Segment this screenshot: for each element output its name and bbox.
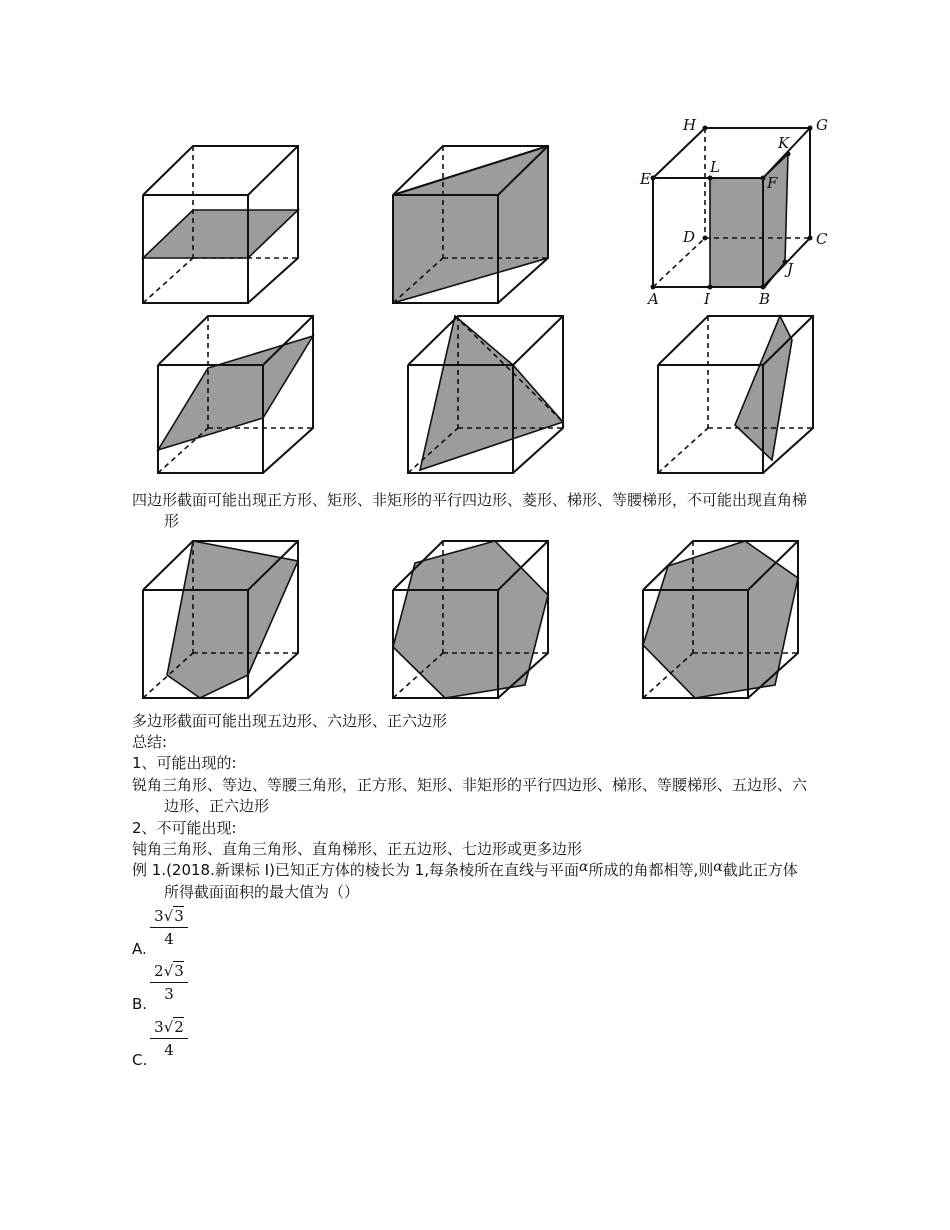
cube-figure-horizontal-square: [135, 140, 310, 310]
cube-figure-rhombus: [400, 310, 575, 480]
example-question-part1: 例 1.(2018.新课标 I)已知正方体的棱长为 1,每条棱所在直线与平面: [132, 861, 579, 879]
example-question-part2: 所成的角都相等,则: [588, 861, 714, 879]
cube-figure-thin-quadrilateral: [650, 310, 825, 480]
vertex-label-c: C: [816, 230, 828, 248]
vertex-label-e: E: [640, 170, 651, 188]
vertex-label-g: G: [816, 116, 828, 134]
vertex-label-j: J: [787, 260, 794, 278]
cube-figure-labeled-trapezoid: [635, 110, 835, 310]
vertex-label-a: A: [648, 290, 659, 308]
vertex-label-d: D: [683, 228, 696, 246]
vertex-label-i: I: [704, 290, 710, 308]
option-a-label[interactable]: A.: [132, 940, 147, 958]
alpha-symbol: α: [713, 859, 723, 875]
cube-figure-diagonal-rectangle: [385, 140, 560, 310]
option-b-fraction: $\frac{2√3}{3}$: [150, 962, 188, 1003]
impossible-list: 钝角三角形、直角三角形、直角梯形、正五边形、七边形或更多边形: [132, 840, 583, 858]
alpha-symbol: α: [579, 859, 589, 875]
cube-figure-hexagon: [385, 535, 560, 705]
option-b-label[interactable]: B.: [132, 995, 148, 1013]
cube-figure-parallelogram: [150, 310, 325, 480]
possible-heading: 1、可能出现的:: [132, 754, 237, 772]
example-question-part3: 截此正方体所得截面面积的最大值为（）: [164, 861, 798, 901]
summary-heading: 总结:: [132, 733, 168, 751]
vertex-label-b: B: [759, 290, 771, 308]
possible-list: 锐角三角形、等边、等腰三角形，正方形、矩形、非矩形的平行四边形、梯形、等腰梯形、五边形、六边形、正六边形: [132, 776, 808, 815]
vertex-label-k: K: [778, 134, 790, 152]
cube-figure-regular-hexagon: [635, 535, 810, 705]
cube-figure-pentagon: [135, 535, 310, 705]
vertex-label-f: F: [767, 174, 778, 192]
option-c-label[interactable]: C.: [132, 1051, 148, 1069]
polygon-section-summary: 多边形截面可能出现五边形、六边形、正六边形: [132, 712, 448, 730]
impossible-heading: 2、不可能出现:: [132, 819, 237, 837]
option-c-fraction: $\frac{3√2}{4}$: [150, 1018, 188, 1059]
example-question: [132, 860, 812, 903]
quadrilateral-section-summary: 四边形截面可能出现正方形、矩形、非矩形的平行四边形、菱形、梯形、等腰梯形，不可能出现直角梯形: [132, 491, 808, 530]
option-a-fraction: $\frac{3√3}{4}$: [150, 907, 188, 948]
vertex-label-h: H: [683, 116, 697, 134]
vertex-label-l: L: [710, 158, 720, 176]
